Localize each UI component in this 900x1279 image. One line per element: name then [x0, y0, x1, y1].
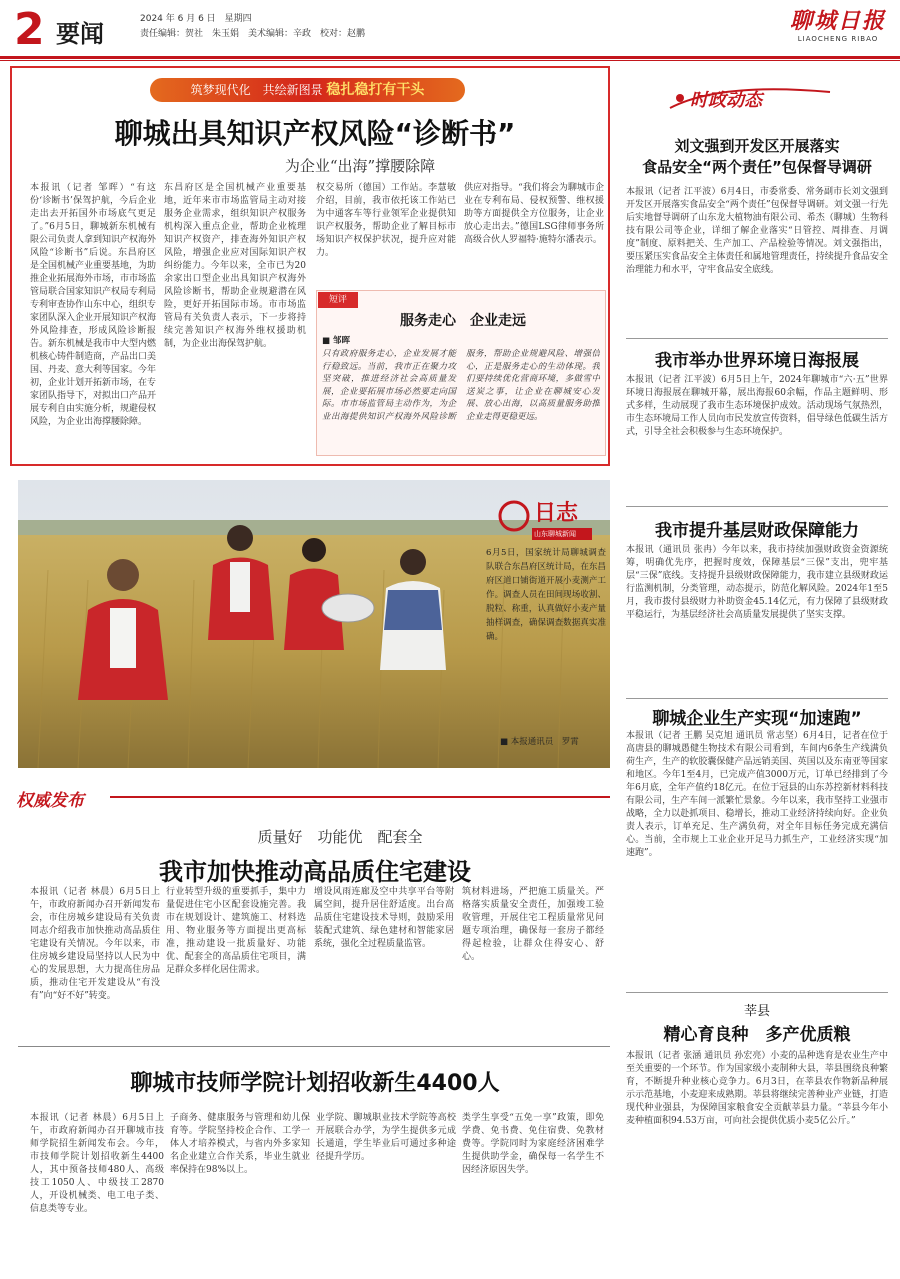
issue-date: 2024 年 6 月 6 日 星期四 [140, 14, 252, 24]
right-divider-3 [626, 698, 888, 699]
banner-emphasis: 稳扎稳打有干头 [326, 82, 425, 98]
right-divider-1 [626, 338, 888, 339]
lead-col-4: 供应对指导。“我们将会为聊城市企业在专利布局、侵权预警、维权援助等方面提供全方位服务，让企业放心走出去。”德国LSG律师事务所高级合伙人罗福特·施特尔潘表示。 [464, 183, 604, 245]
commentary-title: 服务走心 企业走远 [400, 313, 526, 329]
school-col-3: 业学院、聊城职业技术学院等高校开展联合办学，为学生提供多元成长通道，学生毕业后可通过多种途径提升学历。 [316, 1113, 456, 1162]
issue-meta [140, 12, 365, 42]
photo-stamp [494, 490, 594, 544]
school-col-1: 本报讯（记者 林晨）6月5日上午，市政府新闻办召开聊城市技师学院招生新闻发布会。今年，市技师学院计划招收新生4400人，其中预备技师480人、高级技工1050人、中级技工2870人，开设机械类、电工电子类、信息类等专业。 [30, 1113, 164, 1214]
authority-col-4: 筑材料进场，严把施工质量关。严格落实质量安全责任，加强竣工验收管理，开展住宅工程质量常见问题专项治理，确保每一套房子都经得起检验，让群众住得安心、舒心。 [462, 887, 604, 962]
masthead-en: LIAOCHENG RIBAO [797, 35, 879, 43]
school-rule [18, 1046, 610, 1047]
page-number: 2 [14, 4, 45, 55]
authority-rule [110, 796, 610, 798]
school-title: 聊城市技师学院计划招收新生4400人 [130, 1071, 500, 1096]
commentary-author: ■ 邹晖 [322, 336, 350, 346]
photo-credit: ■ 本报通讯员 罗霄 [500, 737, 579, 747]
right-a4-title: 聊城企业生产实现“加速跑” [652, 709, 862, 729]
masthead-logo [790, 4, 886, 43]
lead-title: 聊城出具知识产权风险“诊断书” [114, 117, 516, 150]
photo-caption: 6月5日，国家统计局聊城调查队联合东昌府区统计局，在东昌府区道口铺街道开展小麦测产工作。调查人员在田间现场收割、脱粒、称重，认真做好小麦产量抽样调查，确保调查数据真实准确。 [486, 548, 606, 642]
commentary-text: 只有政府服务走心，企业发展才能行稳致远。当前，我市正在聚力攻坚突破，推进经济社会高质量发展，企业要拓展市场必然要走向国际。市市场监管局主动作为，为企业出海提供知识产权海外风险诊断服务，帮助企业规避风险、增强信心，正是服务走心的生动体现。我们要持续优化营商环境，多做雪中送炭之事，让企业在聊城安心发展、放心出海，以高质量服务助推企业走得更稳更远。 [322, 349, 600, 422]
right-a3-title: 我市提升基层财政保障能力 [655, 521, 859, 541]
editors-line: 责任编辑：贺社 朱玉娟 美术编辑：辛政 校对：赵鹏 [140, 29, 366, 39]
right-a4-text: 本报讯（记者 王鹏 吴克旭 通讯员 常志坚）6月4日，记者在位于高唐县的聊城愚健生物技术有限公司看到，车间内6条生产线满负荷生产，生产的软胶囊保健产品远销美国、英国以及东南亚等国家和地区。今年1至4月，已完成产值3000万元，订单已经排到了今年6月底，全年产值约18亿元。在位于冠县的山东苏控新材料科技有限公司，生产车间一派繁忙景象。今年以来，我市坚持工业强市战略，全力以赴抓项目、稳增长，推动工业经济持续向好。企业负责人表示，订单充足、生产满负荷，对全年目标任务完成充满信心。当前，全市规上工业企业开足马力抓生产，工业经济实现“加速跑”。 [626, 731, 888, 858]
right-section-label: 时政动态 [690, 90, 762, 111]
masthead-name: 聊城日报 [789, 8, 886, 34]
header-rule-thin [0, 60, 900, 61]
section-title: 要闻 [56, 20, 104, 48]
commentary-tag: 短评 [318, 292, 358, 308]
authority-title: 我市加快推动高品质住宅建设 [159, 858, 471, 886]
right-divider-4 [626, 992, 888, 993]
lead-col-2: 东昌府区是全国机械产业重要基地，近年来市市场监管局主动对接服务企业需求，组织知识产权服务机构深入重点企业，帮助企业梳理知识产权资产，排查海外知识产权风险，增强企业应对国际知识产权纠纷能力。今年以来，全市已为20余家出口型企业出具知识产权海外风险诊断书，帮助企业规避潜在风险，更好开拓国际市场。市市场监管局有关负责人表示，下一步将持续完善知识产权海外维权援助机制，为企业出海保驾护航。 [164, 183, 306, 349]
authority-col-2: 行业转型升级的重要抓手，集中力量促进住宅小区配套设施完善。我市在规划设计、建筑施工、材料选用、物业服务等方面提出更高标准，推动建设一批质量好、功能优、配套全的高品质住宅项目，满足群众多样化居住需求。 [166, 887, 306, 975]
authority-col-3: 增设风雨连廊及空中共享平台等附属空间，提升居住舒适度。出台高品质住宅建设技术导则，鼓励采用装配式建筑、绿色建材和智能家居系统，强化全过程质量监管。 [314, 887, 454, 949]
right-a3-text: 本报讯（通讯员 张冉）今年以来，我市持续加强财政资金资源统筹，明确优先序，把握时度效，保障基层“三保”支出，兜牢基层“三保”底线。支持提升县级财政保障能力，我市建立县级财政运行监测机制，分类管理，动态提示，防范化解风险。2024年1至5月，我市拨付县级财力补助资金45.14亿元，有力保障了县级财政平稳运行，为基层经济社会高质量发展提供了坚实支撑。 [626, 545, 888, 620]
stamp-subtext: 山东聊城新闻 [534, 530, 576, 538]
lead-banner [150, 78, 465, 102]
authority-col-1: 本报讯（记者 林晨）6月5日上午，市政府新闻办召开新闻发布会，市住房城乡建设局有关负责同志介绍我市加快推动高品质住宅建设有关情况。今年以来，市住房城乡建设局坚持以人民为中心的发展思想，大力提高住房品质，推动住宅开发建设从“有没有”向“好不好”转变。 [30, 887, 160, 1001]
stamp-text: 日志 [534, 500, 579, 526]
authority-kicker: 质量好 功能优 配套全 [257, 828, 423, 846]
school-col-2: 子商务、健康服务与管理和幼儿保育等。学院坚持校企合作、工学一体人才培养模式，与省内外多家知名企业建立合作关系，毕业生就业率保持在98%以上。 [170, 1113, 310, 1175]
right-a5-title: 精心育良种 多产优质粮 [663, 1025, 851, 1045]
header-rule [0, 56, 900, 59]
right-a5-text: 本报讯（记者 张涵 通讯员 孙宏亮）小麦的品种选育是农业生产中至关重要的一个环节。作为国家级小麦制种大县，莘县围绕良种繁育，不断提升种业核心竞争力。6月3日，在莘县农作物新品种展示示范基地，小麦迎来成熟期。莘县将继续完善种业产业链，打造现代种业强县，为保障国家粮食安全贡献莘县力量。“莘县今年小麦种植面积94.53万亩，可向社会提供优质小麦5亿公斤。” [626, 1051, 888, 1126]
right-a1-text: 本报讯（记者 江平波）6月4日，市委常委、常务副市长刘文强到开发区开展落实食品安全“两个责任”包保督导调研。刘文强一行先后实地督导调研了山东龙大植物油有限公司、希杰（聊城）生物科技有限公司等企业，详细了解企业落实“日管控、周排查、月调度”制度、原料把关、生产加工、产品检验等情况。刘文强指出，要压紧压实食品安全主体责任和属地管理责任，持续提升食品安全治理能力和水平，守牢食品安全底线。 [626, 187, 888, 275]
lead-subtitle: 为企业“出海”撑腰除障 [284, 157, 436, 175]
right-a5-kicker: 莘县 [743, 1004, 770, 1019]
right-a1-title: 刘文强到开发区开展落实 食品安全“两个责任”包保督导调研 [642, 137, 872, 176]
lead-col-3: 权交易所（德国）工作站。李慧敏介绍，目前，我市依托该工作站已为中通客车等行业领军企业提供知识产权服务，帮助企业了解目标市场知识产权保护状况，提升应对能力。 [316, 183, 456, 258]
banner-prefix: 筑梦现代化 共绘新图景 [190, 83, 323, 97]
authority-label: 权威发布 [16, 791, 84, 811]
school-col-4: 类学生享受“五免一享”政策，即免学费、免书费、免住宿费、免教材费等。学院同时为家庭经济困难学生提供助学金，确保每一名学生不因经济原因失学。 [462, 1113, 604, 1175]
lead-col-1: 本报讯（记者 邹晖）“有这份‘诊断书’保驾护航，今后企业走出去开拓国外市场底气更足了。”6月5日，聊城新东机械有限公司负责人拿到知识产权海外风险“诊断书”后说。东昌府区是全国机械产业重要基地，为助推企业拓展海外市场，市市场监管局联合国家知识产权局专利局专利审查协作山东中心，组织专家团队深入企业开展知识产权海外风险排查，形成风险诊断报告。新东机械是我市中大型内燃机核心铸件制造商，产品出口美国、丹麦、意大利等国家。今年初，企业计划开拓新市场，在专家团队指导下，对拟出口产品开展专利自由实施分析，规避侵权风险，为企业出海撑腰除障。 [30, 183, 156, 427]
right-a2-title: 我市举办世界环境日海报展 [655, 351, 859, 371]
right-divider-2 [626, 506, 888, 507]
right-a2-text: 本报讯（记者 江平波）6月5日上午，2024年聊城市“六·五”世界环境日海报展在聊城开幕，展出海报60余幅，作品主题鲜明、形式多样，生动展现了我市生态环境保护成效。活动现场气氛热烈，市生态环境局工作人员向市民发放宣传资料，倡导绿色低碳生活方式，引导全社会积极参与生态环境保护。 [626, 375, 888, 437]
